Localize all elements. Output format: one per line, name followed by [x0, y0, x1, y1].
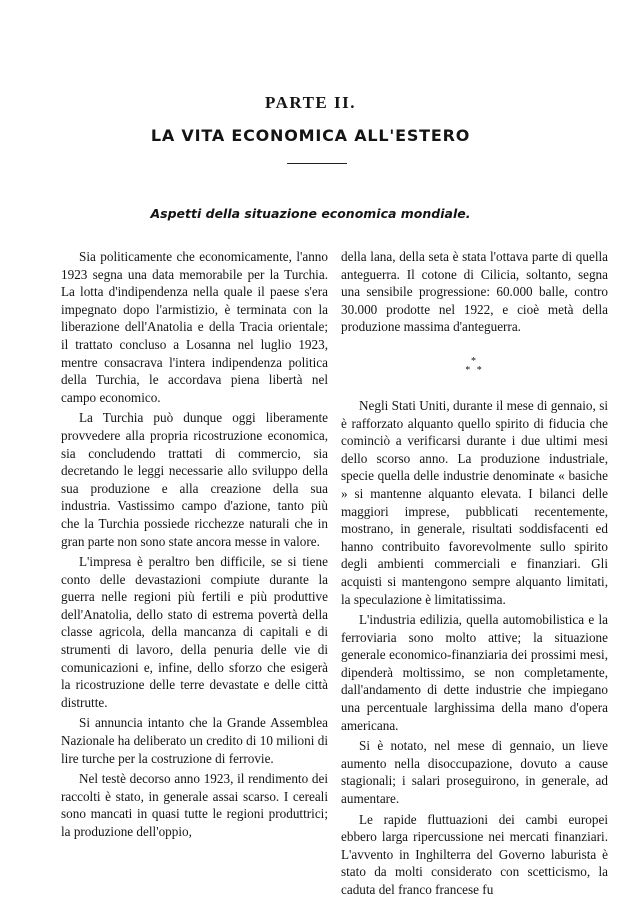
paragraph: L'industria edilizia, quella automobilistica e la ferroviaria sono molto attive; la situazione generale economico-finanziaria dei prossimi mesi, dipenderà moltissimo, se non completamente, dall'andamento di dette industrie che impiegano una percentuale larghissima della mano d'opera americana. [341, 612, 608, 733]
section-break-asterism [341, 357, 608, 375]
paragraph: Si è notato, nel mese di gennaio, un lieve aumento nella disoccupazione, dovuto a cause stagionali; i salari proseguirono, in generale, ad aumentare. [341, 738, 608, 807]
asterism-bottom: * * [465, 364, 484, 376]
paragraph: Negli Stati Uniti, durante il mese di gennaio, si è rafforzato alquanto quello spirito di fiducia che cominciò a verificarsi durante i due ultimi mesi dello scorso anno. La produzione industriale, specie quella delle industrie denominate « basiche » si mantenne alquanto elevata. I bilanci delle maggiori imprese, pubblicati recentemente, mostrano, in generale, risultati soddisfacenti ed hanno contribuito favorevolmente sullo spirito degli ambienti commerciali e finanziari. Gli acquisti si mantengono sempre alquanto limitati, la speculazione è limitatissima. [341, 397, 608, 607]
paragraph: La Turchia può dunque oggi liberamente provvedere alla propria ricostruzione economica, sia concludendo trattati di commercio, sia decretando le leggi necessarie allo sviluppo della sua produzione e alla creazione della sua industria. Vastissimo campo d'azione, tanto più che la Turchia possiede ricchezze naturali che in gran parte non sono state ancora messe in valore. [61, 410, 328, 549]
article-subtitle: Aspetti della situazione economica mondiale. [150, 206, 471, 221]
paragraph: Sia politicamente che economicamente, l'anno 1923 segna una data memorabile per la Turchia. La lotta d'indipendenza nella quale il paese s'era impegnato dopo l'armistizio, è terminata con la liberazione dell'Anatolia e della Tracia orientale; il trattato concluso a Losanna nel luglio 1923, mentre consacrava l'intera indipendenza politica della Turchia, le accordava piena libertà nel campo economico. [61, 249, 328, 405]
asterism-top: * [471, 355, 478, 367]
left-column [61, 248, 328, 841]
paragraph: Nel testè decorso anno 1923, il rendimento dei raccolti è stato, in generale assai scarso. I cereali sono mancati in quasi tutte le regioni produttrici; la produzione dell'oppio, [61, 771, 328, 839]
paragraph-continued: della lana, della seta è stata l'ottava parte di quella anteguerra. Il cotone di Cilicia, soltanto, segna una sensibile progressione: 60.000 balle, contro 30.000 prodotte nel 1922, e cioè metà della produzione massima d'anteguerra. [341, 249, 608, 335]
paragraph: Si annuncia intanto che la Grande Assemblea Nazionale ha deliberato un credito di 10 milioni di lire turche per la costruzione di ferrovie. [61, 715, 328, 766]
part-heading: PARTE II. [265, 93, 356, 112]
paragraph: Le rapide fluttuazioni dei cambi europei ebbero larga ripercussione nei mercati finanziari. L'avvento in Inghilterra del Governo laburista è stato da molti considerato con scetticismo, la caduta del franco francese fu [341, 811, 608, 897]
paragraph: L'impresa è peraltro ben difficile, se si tiene conto delle devastazioni compiute durante la guerra nelle regioni più fertili e più produttive dell'Anatolia, dello stato di estrema povertà della classe agricola, della mancanza di capitali e di strumenti di lavoro, della penuria delle vie di comunicazioni e, infine, dello sforzo che esigerà la ricostruzione delle terre devastate e delle città distrutte. [61, 554, 328, 710]
heading-divider [287, 163, 347, 164]
section-heading: LA VITA ECONOMICA ALL'ESTERO [150, 126, 471, 145]
right-column [341, 248, 608, 899]
